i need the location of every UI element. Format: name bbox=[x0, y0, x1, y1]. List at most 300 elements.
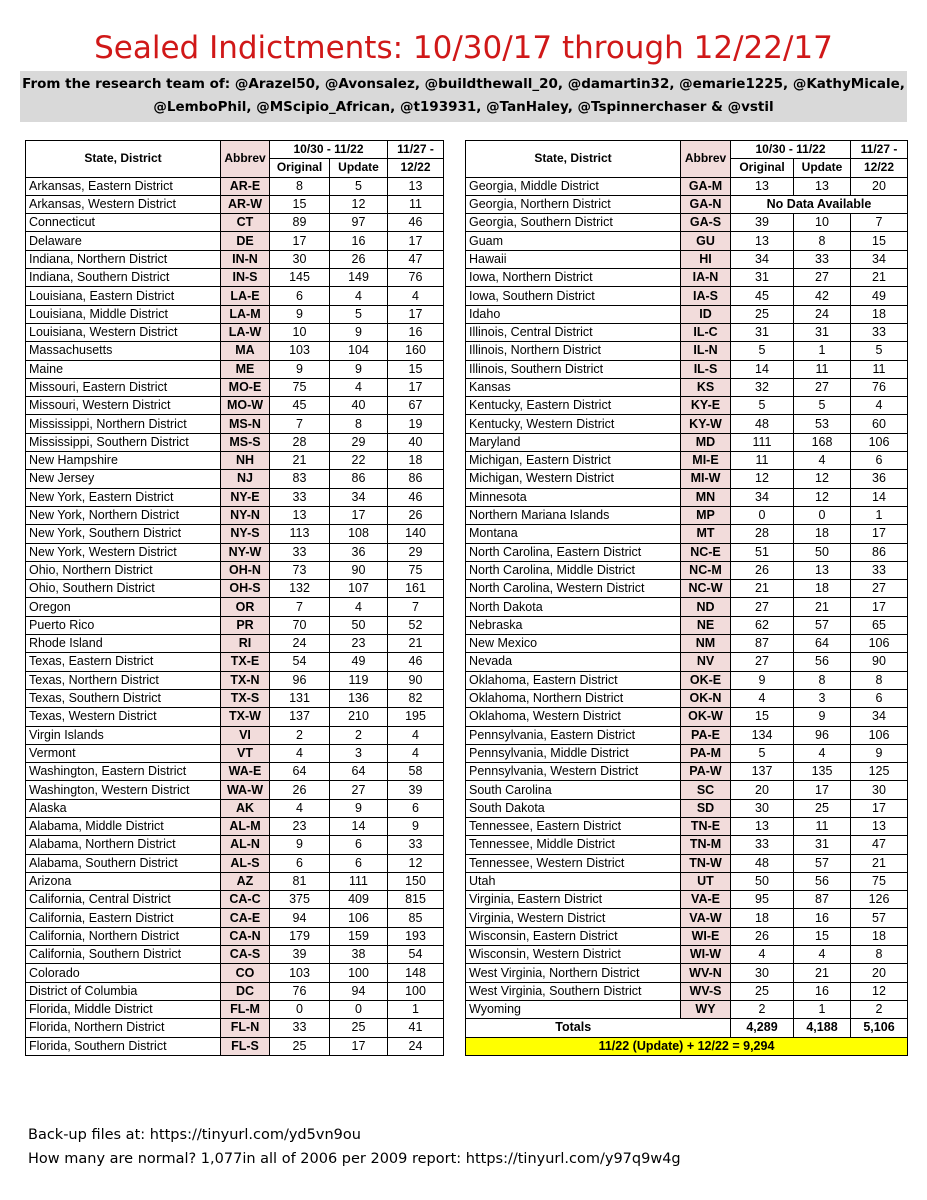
district-abbrev: GA-M bbox=[681, 177, 731, 195]
district-name: Maine bbox=[26, 360, 221, 378]
update-count: 24 bbox=[794, 305, 851, 323]
original-count: 8 bbox=[270, 177, 330, 195]
header-original: Original bbox=[270, 159, 330, 177]
update-count: 159 bbox=[330, 927, 388, 945]
table-row bbox=[26, 452, 444, 470]
district-abbrev: FL-M bbox=[221, 1000, 270, 1018]
update-count: 64 bbox=[330, 763, 388, 781]
table-row bbox=[466, 872, 908, 890]
update-count: 104 bbox=[330, 342, 388, 360]
original-count: 64 bbox=[270, 763, 330, 781]
original-count: 23 bbox=[270, 817, 330, 835]
period-2-count: 15 bbox=[388, 360, 444, 378]
district-name: Tennessee, Western District bbox=[466, 854, 681, 872]
district-abbrev: PA-M bbox=[681, 744, 731, 762]
original-count: 4 bbox=[270, 744, 330, 762]
update-count: 50 bbox=[794, 543, 851, 561]
table-row bbox=[26, 872, 444, 890]
period-2-count: 33 bbox=[851, 323, 908, 341]
original-count: 34 bbox=[731, 250, 794, 268]
period-2-count: 7 bbox=[388, 598, 444, 616]
district-name: Tennessee, Eastern District bbox=[466, 817, 681, 835]
period-2-count: 12 bbox=[851, 982, 908, 1000]
district-name: Florida, Middle District bbox=[26, 1000, 221, 1018]
original-count: 103 bbox=[270, 964, 330, 982]
period-2-count: 4 bbox=[851, 397, 908, 415]
district-abbrev: SC bbox=[681, 781, 731, 799]
district-abbrev: IN-S bbox=[221, 269, 270, 287]
period-2-count: 6 bbox=[851, 452, 908, 470]
normal-count-note: How many are normal? 1,077in all of 2006 per 2009 report: https://tinyurl.com/y97q9w4g bbox=[28, 1151, 681, 1167]
district-abbrev: FL-S bbox=[221, 1037, 270, 1055]
district-name: North Carolina, Middle District bbox=[466, 561, 681, 579]
original-count: 26 bbox=[731, 561, 794, 579]
district-name: Georgia, Middle District bbox=[466, 177, 681, 195]
district-name: Missouri, Eastern District bbox=[26, 378, 221, 396]
page-title: Sealed Indictments: 10/30/17 through 12/22/17 bbox=[94, 30, 833, 66]
update-count: 4 bbox=[794, 946, 851, 964]
update-count: 16 bbox=[794, 909, 851, 927]
district-name: Texas, Eastern District bbox=[26, 653, 221, 671]
original-count: 39 bbox=[270, 946, 330, 964]
table-row bbox=[466, 671, 908, 689]
update-count: 33 bbox=[794, 250, 851, 268]
period-2-count: 5 bbox=[851, 342, 908, 360]
table-row bbox=[26, 269, 444, 287]
district-abbrev: TX-N bbox=[221, 671, 270, 689]
period-2-count: 18 bbox=[851, 927, 908, 945]
backup-files-note: Back-up files at: https://tinyurl.com/yd5vn9ou bbox=[28, 1127, 361, 1143]
district-abbrev: CA-N bbox=[221, 927, 270, 945]
period-2-count: 19 bbox=[388, 415, 444, 433]
period-2-count: 85 bbox=[388, 909, 444, 927]
district-name: Northern Mariana Islands bbox=[466, 506, 681, 524]
original-count: 75 bbox=[270, 378, 330, 396]
period-2-count: 82 bbox=[388, 689, 444, 707]
period-2-count: 106 bbox=[851, 726, 908, 744]
district-abbrev: MT bbox=[681, 525, 731, 543]
district-abbrev: NC-W bbox=[681, 580, 731, 598]
table-row bbox=[26, 195, 444, 213]
district-abbrev: MS-S bbox=[221, 433, 270, 451]
table-row bbox=[466, 561, 908, 579]
original-count: 25 bbox=[731, 305, 794, 323]
original-count: 45 bbox=[731, 287, 794, 305]
original-count: 62 bbox=[731, 616, 794, 634]
totals-update: 4,188 bbox=[794, 1019, 851, 1037]
district-abbrev: ID bbox=[681, 305, 731, 323]
table-row bbox=[466, 946, 908, 964]
update-count: 12 bbox=[330, 195, 388, 213]
original-count: 9 bbox=[731, 671, 794, 689]
period-2-count: 75 bbox=[851, 872, 908, 890]
original-count: 134 bbox=[731, 726, 794, 744]
update-count: 12 bbox=[794, 488, 851, 506]
table-row bbox=[466, 470, 908, 488]
table-row bbox=[466, 323, 908, 341]
table-row bbox=[26, 250, 444, 268]
credits-line-1: From the research team of: @Arazel50, @Avonsalez, @buildthewall_20, @damartin32, @emarie1225, @KathyMicale, bbox=[22, 76, 905, 92]
district-name: West Virginia, Northern District bbox=[466, 964, 681, 982]
district-abbrev: PA-W bbox=[681, 763, 731, 781]
district-name: Pennsylvania, Eastern District bbox=[466, 726, 681, 744]
district-name: Colorado bbox=[26, 964, 221, 982]
district-abbrev: AL-N bbox=[221, 836, 270, 854]
district-abbrev: NY-W bbox=[221, 543, 270, 561]
period-2-count: 20 bbox=[851, 177, 908, 195]
table-row bbox=[26, 580, 444, 598]
table-row bbox=[26, 543, 444, 561]
update-count: 3 bbox=[794, 689, 851, 707]
district-name: Hawaii bbox=[466, 250, 681, 268]
original-count: 11 bbox=[731, 452, 794, 470]
original-count: 12 bbox=[731, 470, 794, 488]
district-name: Rhode Island bbox=[26, 635, 221, 653]
district-name: Texas, Southern District bbox=[26, 689, 221, 707]
original-count: 9 bbox=[270, 360, 330, 378]
table-row bbox=[466, 232, 908, 250]
original-count: 31 bbox=[731, 323, 794, 341]
header-period-2-bottom: 12/22 bbox=[851, 159, 908, 177]
district-abbrev: IA-S bbox=[681, 287, 731, 305]
district-name: Mississippi, Northern District bbox=[26, 415, 221, 433]
update-count: 27 bbox=[794, 269, 851, 287]
period-2-count: 47 bbox=[851, 836, 908, 854]
update-count: 6 bbox=[330, 854, 388, 872]
update-count: 15 bbox=[794, 927, 851, 945]
district-name: California, Southern District bbox=[26, 946, 221, 964]
district-name: Alabama, Middle District bbox=[26, 817, 221, 835]
original-count: 33 bbox=[270, 543, 330, 561]
district-abbrev: WV-S bbox=[681, 982, 731, 1000]
district-name: Ohio, Southern District bbox=[26, 580, 221, 598]
update-count: 1 bbox=[794, 342, 851, 360]
district-abbrev: SD bbox=[681, 799, 731, 817]
header-original: Original bbox=[731, 159, 794, 177]
district-name: North Carolina, Eastern District bbox=[466, 543, 681, 561]
table-row bbox=[466, 964, 908, 982]
district-abbrev: TX-E bbox=[221, 653, 270, 671]
original-count: 7 bbox=[270, 598, 330, 616]
period-2-count: 60 bbox=[851, 415, 908, 433]
table-row bbox=[26, 836, 444, 854]
district-name: Virginia, Eastern District bbox=[466, 891, 681, 909]
table-row bbox=[26, 653, 444, 671]
district-abbrev: OH-S bbox=[221, 580, 270, 598]
district-abbrev: UT bbox=[681, 872, 731, 890]
update-count: 18 bbox=[794, 580, 851, 598]
update-count: 56 bbox=[794, 653, 851, 671]
district-abbrev: VI bbox=[221, 726, 270, 744]
table-row bbox=[466, 635, 908, 653]
period-2-count: 100 bbox=[388, 982, 444, 1000]
original-count: 30 bbox=[731, 964, 794, 982]
period-2-count: 6 bbox=[388, 799, 444, 817]
update-count: 14 bbox=[330, 817, 388, 835]
period-2-count: 52 bbox=[388, 616, 444, 634]
table-row bbox=[466, 305, 908, 323]
district-name: Texas, Northern District bbox=[26, 671, 221, 689]
table-row bbox=[466, 891, 908, 909]
district-name: Wisconsin, Eastern District bbox=[466, 927, 681, 945]
table-row bbox=[466, 927, 908, 945]
district-name: Washington, Eastern District bbox=[26, 763, 221, 781]
district-name: Louisiana, Middle District bbox=[26, 305, 221, 323]
table-row bbox=[466, 397, 908, 415]
table-row bbox=[466, 744, 908, 762]
update-count: 18 bbox=[794, 525, 851, 543]
table-row bbox=[26, 342, 444, 360]
table-row bbox=[466, 726, 908, 744]
update-count: 149 bbox=[330, 269, 388, 287]
original-count: 96 bbox=[270, 671, 330, 689]
update-count: 5 bbox=[794, 397, 851, 415]
period-2-count: 161 bbox=[388, 580, 444, 598]
district-abbrev: WI-E bbox=[681, 927, 731, 945]
period-2-count: 2 bbox=[851, 1000, 908, 1018]
table-row bbox=[466, 378, 908, 396]
period-2-count: 140 bbox=[388, 525, 444, 543]
district-name: Kansas bbox=[466, 378, 681, 396]
update-count: 50 bbox=[330, 616, 388, 634]
district-abbrev: VA-E bbox=[681, 891, 731, 909]
original-count: 15 bbox=[270, 195, 330, 213]
district-name: Michigan, Eastern District bbox=[466, 452, 681, 470]
district-abbrev: AZ bbox=[221, 872, 270, 890]
table-row bbox=[26, 1019, 444, 1037]
period-2-count: 29 bbox=[388, 543, 444, 561]
original-count: 24 bbox=[270, 635, 330, 653]
table-row bbox=[466, 177, 908, 195]
district-name: Iowa, Southern District bbox=[466, 287, 681, 305]
update-count: 13 bbox=[794, 177, 851, 195]
original-count: 94 bbox=[270, 909, 330, 927]
update-count: 94 bbox=[330, 982, 388, 1000]
district-name: Texas, Western District bbox=[26, 708, 221, 726]
period-2-count: 12 bbox=[388, 854, 444, 872]
update-count: 38 bbox=[330, 946, 388, 964]
district-abbrev: MN bbox=[681, 488, 731, 506]
district-name: Arkansas, Eastern District bbox=[26, 177, 221, 195]
district-name: Illinois, Southern District bbox=[466, 360, 681, 378]
table-row bbox=[466, 287, 908, 305]
district-name: Alabama, Southern District bbox=[26, 854, 221, 872]
district-abbrev: CA-E bbox=[221, 909, 270, 927]
district-abbrev: GA-N bbox=[681, 195, 731, 213]
district-name: Alaska bbox=[26, 799, 221, 817]
period-2-count: 41 bbox=[388, 1019, 444, 1037]
update-count: 11 bbox=[794, 817, 851, 835]
original-count: 0 bbox=[731, 506, 794, 524]
period-2-count: 34 bbox=[851, 708, 908, 726]
update-count: 8 bbox=[330, 415, 388, 433]
district-abbrev: NC-M bbox=[681, 561, 731, 579]
district-abbrev: VT bbox=[221, 744, 270, 762]
original-count: 375 bbox=[270, 891, 330, 909]
district-name: New York, Eastern District bbox=[26, 488, 221, 506]
district-abbrev: TN-E bbox=[681, 817, 731, 835]
original-count: 2 bbox=[270, 726, 330, 744]
original-count: 5 bbox=[731, 744, 794, 762]
period-2-count: 57 bbox=[851, 909, 908, 927]
district-name: New York, Southern District bbox=[26, 525, 221, 543]
table-row bbox=[26, 708, 444, 726]
district-abbrev: OH-N bbox=[221, 561, 270, 579]
period-2-count: 26 bbox=[388, 506, 444, 524]
table-row bbox=[26, 488, 444, 506]
table-row bbox=[466, 342, 908, 360]
period-2-count: 7 bbox=[851, 214, 908, 232]
table-row bbox=[26, 1000, 444, 1018]
original-count: 14 bbox=[731, 360, 794, 378]
table-row bbox=[466, 799, 908, 817]
table-row bbox=[466, 452, 908, 470]
district-abbrev: LA-W bbox=[221, 323, 270, 341]
district-abbrev: IL-S bbox=[681, 360, 731, 378]
original-count: 5 bbox=[731, 342, 794, 360]
district-name: New York, Western District bbox=[26, 543, 221, 561]
period-2-count: 193 bbox=[388, 927, 444, 945]
update-count: 210 bbox=[330, 708, 388, 726]
original-count: 2 bbox=[731, 1000, 794, 1018]
district-abbrev: AR-W bbox=[221, 195, 270, 213]
original-count: 20 bbox=[731, 781, 794, 799]
update-count: 0 bbox=[330, 1000, 388, 1018]
original-count: 10 bbox=[270, 323, 330, 341]
district-name: Wyoming bbox=[466, 1000, 681, 1018]
original-count: 83 bbox=[270, 470, 330, 488]
original-count: 21 bbox=[270, 452, 330, 470]
original-count: 26 bbox=[731, 927, 794, 945]
district-name: Connecticut bbox=[26, 214, 221, 232]
district-abbrev: TX-S bbox=[221, 689, 270, 707]
district-abbrev: WA-W bbox=[221, 781, 270, 799]
update-count: 8 bbox=[794, 232, 851, 250]
update-count: 31 bbox=[794, 323, 851, 341]
table-row bbox=[26, 891, 444, 909]
table-row bbox=[26, 946, 444, 964]
period-2-count: 46 bbox=[388, 653, 444, 671]
period-2-count: 106 bbox=[851, 433, 908, 451]
table-row bbox=[26, 561, 444, 579]
table-row bbox=[26, 781, 444, 799]
period-2-count: 17 bbox=[388, 378, 444, 396]
district-abbrev: OK-N bbox=[681, 689, 731, 707]
table-row bbox=[26, 982, 444, 1000]
table-row bbox=[26, 763, 444, 781]
period-2-count: 106 bbox=[851, 635, 908, 653]
period-2-count: 4 bbox=[388, 287, 444, 305]
period-2-count: 40 bbox=[388, 433, 444, 451]
original-count: 4 bbox=[731, 689, 794, 707]
update-count: 4 bbox=[794, 452, 851, 470]
district-abbrev: MI-E bbox=[681, 452, 731, 470]
update-count: 21 bbox=[794, 964, 851, 982]
update-count: 87 bbox=[794, 891, 851, 909]
period-2-count: 148 bbox=[388, 964, 444, 982]
district-name: Wisconsin, Western District bbox=[466, 946, 681, 964]
original-count: 0 bbox=[270, 1000, 330, 1018]
update-count: 17 bbox=[794, 781, 851, 799]
district-abbrev: NY-E bbox=[221, 488, 270, 506]
district-abbrev: IL-C bbox=[681, 323, 731, 341]
totals-row bbox=[466, 1019, 908, 1037]
district-name: North Carolina, Western District bbox=[466, 580, 681, 598]
original-count: 45 bbox=[270, 397, 330, 415]
table-row bbox=[466, 525, 908, 543]
header-period-2-top: 11/27 - bbox=[388, 141, 444, 159]
table-row bbox=[466, 689, 908, 707]
original-count: 54 bbox=[270, 653, 330, 671]
district-abbrev: DE bbox=[221, 232, 270, 250]
period-2-count: 24 bbox=[388, 1037, 444, 1055]
district-abbrev: VA-W bbox=[681, 909, 731, 927]
table-row bbox=[466, 250, 908, 268]
table-row bbox=[466, 817, 908, 835]
update-count: 31 bbox=[794, 836, 851, 854]
period-2-count: 17 bbox=[851, 598, 908, 616]
original-count: 87 bbox=[731, 635, 794, 653]
period-2-count: 1 bbox=[388, 1000, 444, 1018]
district-name: Illinois, Central District bbox=[466, 323, 681, 341]
table-row bbox=[466, 854, 908, 872]
original-count: 6 bbox=[270, 287, 330, 305]
update-count: 16 bbox=[330, 232, 388, 250]
table-row bbox=[466, 488, 908, 506]
district-name: Montana bbox=[466, 525, 681, 543]
table-row bbox=[466, 763, 908, 781]
original-count: 25 bbox=[270, 1037, 330, 1055]
district-abbrev: NY-S bbox=[221, 525, 270, 543]
district-abbrev: OK-W bbox=[681, 708, 731, 726]
district-name: Oklahoma, Eastern District bbox=[466, 671, 681, 689]
original-count: 26 bbox=[270, 781, 330, 799]
district-abbrev: CA-S bbox=[221, 946, 270, 964]
district-name: New Jersey bbox=[26, 470, 221, 488]
district-abbrev: TX-W bbox=[221, 708, 270, 726]
period-2-count: 1 bbox=[851, 506, 908, 524]
district-name: Kentucky, Western District bbox=[466, 415, 681, 433]
original-count: 13 bbox=[731, 232, 794, 250]
district-abbrev: WI-W bbox=[681, 946, 731, 964]
update-count: 119 bbox=[330, 671, 388, 689]
no-data-cell: No Data Available bbox=[731, 195, 908, 213]
original-count: 48 bbox=[731, 415, 794, 433]
district-abbrev: HI bbox=[681, 250, 731, 268]
district-abbrev: AK bbox=[221, 799, 270, 817]
original-count: 73 bbox=[270, 561, 330, 579]
table-row bbox=[26, 305, 444, 323]
totals-original: 4,289 bbox=[731, 1019, 794, 1037]
original-count: 34 bbox=[731, 488, 794, 506]
update-count: 11 bbox=[794, 360, 851, 378]
update-count: 34 bbox=[330, 488, 388, 506]
table-row bbox=[466, 708, 908, 726]
district-name: Georgia, Northern District bbox=[466, 195, 681, 213]
update-count: 26 bbox=[330, 250, 388, 268]
district-abbrev: MP bbox=[681, 506, 731, 524]
update-count: 108 bbox=[330, 525, 388, 543]
table-row bbox=[26, 470, 444, 488]
table-row bbox=[466, 598, 908, 616]
original-count: 113 bbox=[270, 525, 330, 543]
table-row bbox=[26, 671, 444, 689]
period-2-count: 125 bbox=[851, 763, 908, 781]
period-2-count: 13 bbox=[851, 817, 908, 835]
period-2-count: 86 bbox=[388, 470, 444, 488]
original-count: 17 bbox=[270, 232, 330, 250]
update-count: 17 bbox=[330, 506, 388, 524]
